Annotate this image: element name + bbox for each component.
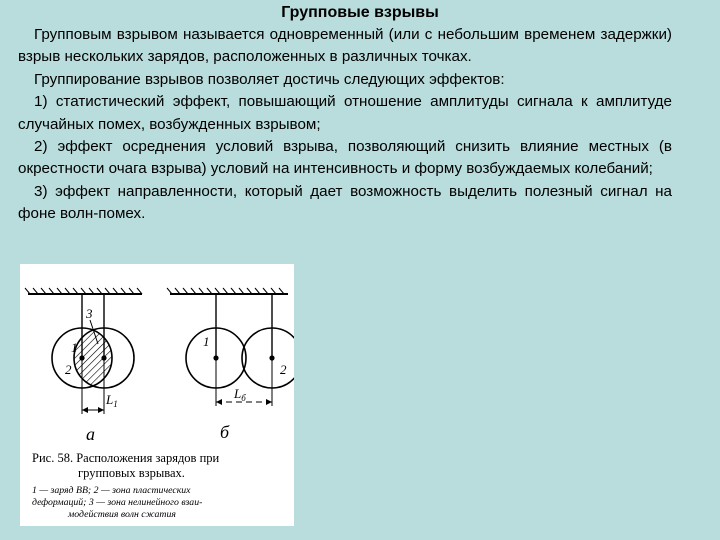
label-distance-l1: $L_1$ bbox=[106, 392, 118, 409]
paragraph-effects-intro: Группирование взрывов позволяет достичь следующих эффектов: bbox=[34, 70, 505, 88]
charge-left-1 bbox=[79, 355, 84, 360]
label-distance-lb: $L_б$ bbox=[234, 386, 246, 403]
paragraph-statistical-effect: 1) статистический эффект, повышающий отношение амплитуды сигнала к амплитуде случайных помех, возбужденных взрывом; bbox=[18, 93, 672, 133]
charge-right-1 bbox=[213, 355, 218, 360]
panel-label-b: б bbox=[220, 422, 230, 442]
paragraph-averaging-effect: 2) эффект осреднения условий взрыва, позволяющий снизить влияние местных (в окрестности очага взрыва) условий на интенсивность и форму возбуждаемых колебаний; bbox=[18, 138, 672, 178]
caption-legend-2: деформаций; 3 — зона нелинейного взаи- bbox=[32, 497, 203, 508]
charge-left-2 bbox=[101, 355, 106, 360]
panel-label-a: а bbox=[86, 424, 95, 444]
charge-right-2 bbox=[269, 355, 274, 360]
figure-caption bbox=[32, 451, 220, 520]
caption-legend-1: 1 — заряд ВВ; 2 — зона пластических bbox=[32, 485, 191, 496]
figure-diagram bbox=[20, 264, 294, 526]
label-plastic-left: 2 bbox=[65, 362, 72, 377]
label-nonlinear-zone: 3 bbox=[86, 306, 93, 321]
paragraph-directivity-effect: 3) эффект направленности, который дает возможность выделить полезный сигнал на фоне волн-помех. bbox=[18, 182, 672, 223]
figure-58 bbox=[20, 264, 294, 526]
caption-line-1: Рис. 58. Расположения зарядов при bbox=[32, 451, 220, 465]
caption-legend-3: модействия волн сжатия bbox=[68, 509, 176, 520]
label-charge-right: 1 bbox=[203, 334, 210, 349]
panel-a-diagram bbox=[52, 294, 134, 444]
label-plastic-right: 2 bbox=[280, 362, 287, 377]
body-text bbox=[18, 24, 672, 226]
ground-surface-right bbox=[167, 288, 288, 294]
panel-b-diagram bbox=[186, 294, 294, 442]
ground-surface-left bbox=[25, 288, 142, 294]
plastic-zone-right-2 bbox=[242, 328, 294, 388]
caption-line-2: групповых взрывах. bbox=[78, 466, 185, 480]
label-charge-left: 1 bbox=[71, 340, 78, 355]
paragraph-definition: Групповым взрывом называется одновременный (или с небольшим временем задержки) взрыв нескольких зарядов, расположенных в различных точках. bbox=[18, 26, 672, 66]
slide-title: Групповые взрывы bbox=[281, 4, 439, 21]
